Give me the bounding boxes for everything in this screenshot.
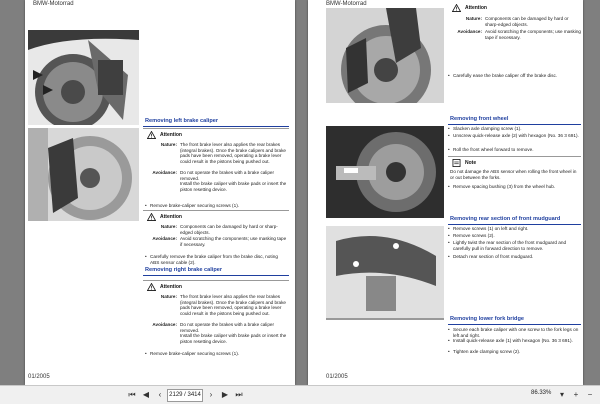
step-item: • Secure each brake caliper with one screw to the fork legs on left and right.: [453, 327, 581, 338]
zoom-out-icon[interactable]: −: [587, 390, 593, 399]
chevron-right-icon[interactable]: ›: [209, 390, 213, 399]
step-item: • Remove brake-caliper securing screws (1).: [150, 203, 288, 209]
attention-box: [143, 210, 289, 251]
note-icon: [452, 159, 461, 167]
attention-title: Attention: [160, 214, 182, 220]
note-title: Note: [465, 160, 477, 166]
nature-label: Nature:: [160, 142, 177, 147]
zoom-in-icon[interactable]: +: [573, 390, 579, 399]
section-title-front-wheel: Removing front wheel: [450, 116, 509, 122]
section-divider: [143, 275, 289, 276]
attention-box: [143, 128, 289, 207]
page-header: BMW-Motorrad: [33, 1, 74, 7]
caliper-removal-photo: [326, 8, 444, 103]
step-item: • Carefully remove the brake caliper from the brake disc, noting ABS sensor cable (2).: [150, 254, 288, 265]
front-wheel-photo: [28, 30, 139, 125]
step-item: • Roll the front wheel forward to remove.: [453, 147, 581, 153]
avoidance-text: Do not operate the brakes with a brake caliper removed.: [180, 322, 274, 333]
note-box: [448, 156, 581, 181]
step-item: • Unscrew quick-release axle (2) with hexagon (No. 36 3 691).: [453, 133, 581, 139]
step-item: • Remove spacing bushing (3) from the wheel hub.: [453, 184, 581, 190]
right-page: [308, 0, 583, 385]
attention-title: Attention: [160, 132, 182, 138]
warning-triangle-icon: [147, 283, 156, 291]
attention-title: Attention: [160, 284, 182, 290]
page-number-input[interactable]: 2129 / 3414: [167, 389, 203, 402]
nature-label: Nature:: [160, 294, 177, 299]
avoidance-text: Install the brake caliper with brake pads or insert the piston resetting device.: [180, 181, 287, 192]
prev-page-button[interactable]: ◀: [142, 390, 150, 399]
page-footer: 01/2005: [28, 374, 50, 380]
page-footer: 01/2005: [326, 374, 348, 380]
step-item: • Slacken axle clamping screw (1).: [453, 126, 581, 132]
attention-box: [448, 5, 581, 68]
photo-divider: [326, 318, 444, 320]
nature-text: The front brake lever also applies the rear brakes (integral brakes). Once the brake calipers and brake pads have been removed, operating a brake lever could result in the pistons being pushed out.: [180, 294, 286, 316]
zoom-dropdown-icon[interactable]: ▾: [559, 390, 564, 399]
avoidance-label: Avoidance:: [152, 170, 177, 175]
warning-triangle-icon: [147, 131, 156, 139]
avoidance-label: Avoidance:: [152, 322, 177, 327]
step-item: • Remove screws (2).: [453, 233, 581, 239]
step-item: • Install quick-release axle (1) with hexagon (No. 36 3 691).: [453, 338, 581, 344]
nature-text: Components can be damaged by hard or sharp-edged objects.: [485, 16, 569, 27]
warning-triangle-icon: [452, 4, 461, 12]
avoidance-label: Avoidance:: [457, 29, 482, 34]
zoom-level[interactable]: 86.33%: [531, 390, 552, 396]
next-page-button[interactable]: ▶: [221, 390, 229, 399]
section-title-fork-bridge: Removing lower fork bridge: [450, 316, 524, 322]
step-item: • Lightly twist the rear section of the front mudguard and carefully pull in forward direction to remove.: [453, 240, 581, 251]
step-item: • Carefully ease the brake caliper off the brake disc.: [453, 73, 581, 79]
left-page: [25, 0, 295, 385]
front-wheel-axle-photo: [326, 126, 444, 218]
section-divider: [448, 124, 581, 125]
warning-triangle-icon: [147, 213, 156, 221]
step-item: • Remove screws (1) on left and right.: [453, 226, 581, 232]
brake-caliper-photo: [28, 128, 139, 221]
step-item: • Detach rear section of front mudguard.: [453, 254, 581, 260]
note-text: Do not damage the ABS sensor when rolling the front wheel in or out between the forks.: [450, 169, 577, 180]
attention-box: [143, 280, 289, 349]
avoidance-text: Avoid scratching the components; use masking tape if necessary.: [180, 236, 287, 247]
section-divider: [448, 224, 581, 225]
nature-text: Components can be damaged by hard or sharp-edged objects.: [180, 224, 278, 235]
mudguard-photo: [326, 226, 444, 318]
section-title-right-caliper: Removing right brake caliper: [145, 267, 223, 273]
avoidance-text: Avoid scratching the components; use masking tape if necessary.: [485, 29, 581, 40]
avoidance-text: Do not operate the brakes with a brake caliper removed.: [180, 170, 274, 181]
section-title-mudguard: Removing rear section of front mudguard: [450, 216, 561, 222]
section-divider: [143, 126, 289, 127]
page-header: BMW-Motorrad: [326, 1, 367, 7]
chevron-left-icon[interactable]: ‹: [158, 390, 162, 399]
avoidance-text: Install the brake caliper with brake pads or insert the piston resetting device.: [180, 333, 287, 344]
last-page-button[interactable]: ⏭: [235, 390, 243, 399]
nature-label: Nature:: [465, 16, 482, 21]
step-item: • Tighten axle clamping screw (2).: [453, 349, 581, 355]
nature-label: Nature:: [160, 224, 177, 229]
attention-title: Attention: [465, 5, 487, 11]
nature-text: The front brake lever also applies the rear brakes (integral brakes). Once the brake calipers and brake pads have been removed, operating a brake lever could result in the pistons being pushed out.: [180, 142, 286, 164]
first-page-button[interactable]: ⏮: [128, 390, 136, 399]
avoidance-label: Avoidance:: [152, 236, 177, 241]
section-divider: [448, 324, 581, 325]
section-title-left-caliper: Removing left brake caliper: [145, 118, 219, 124]
viewer-toolbar: [0, 385, 600, 404]
step-item: • Remove brake-caliper securing screws (1).: [150, 351, 288, 357]
